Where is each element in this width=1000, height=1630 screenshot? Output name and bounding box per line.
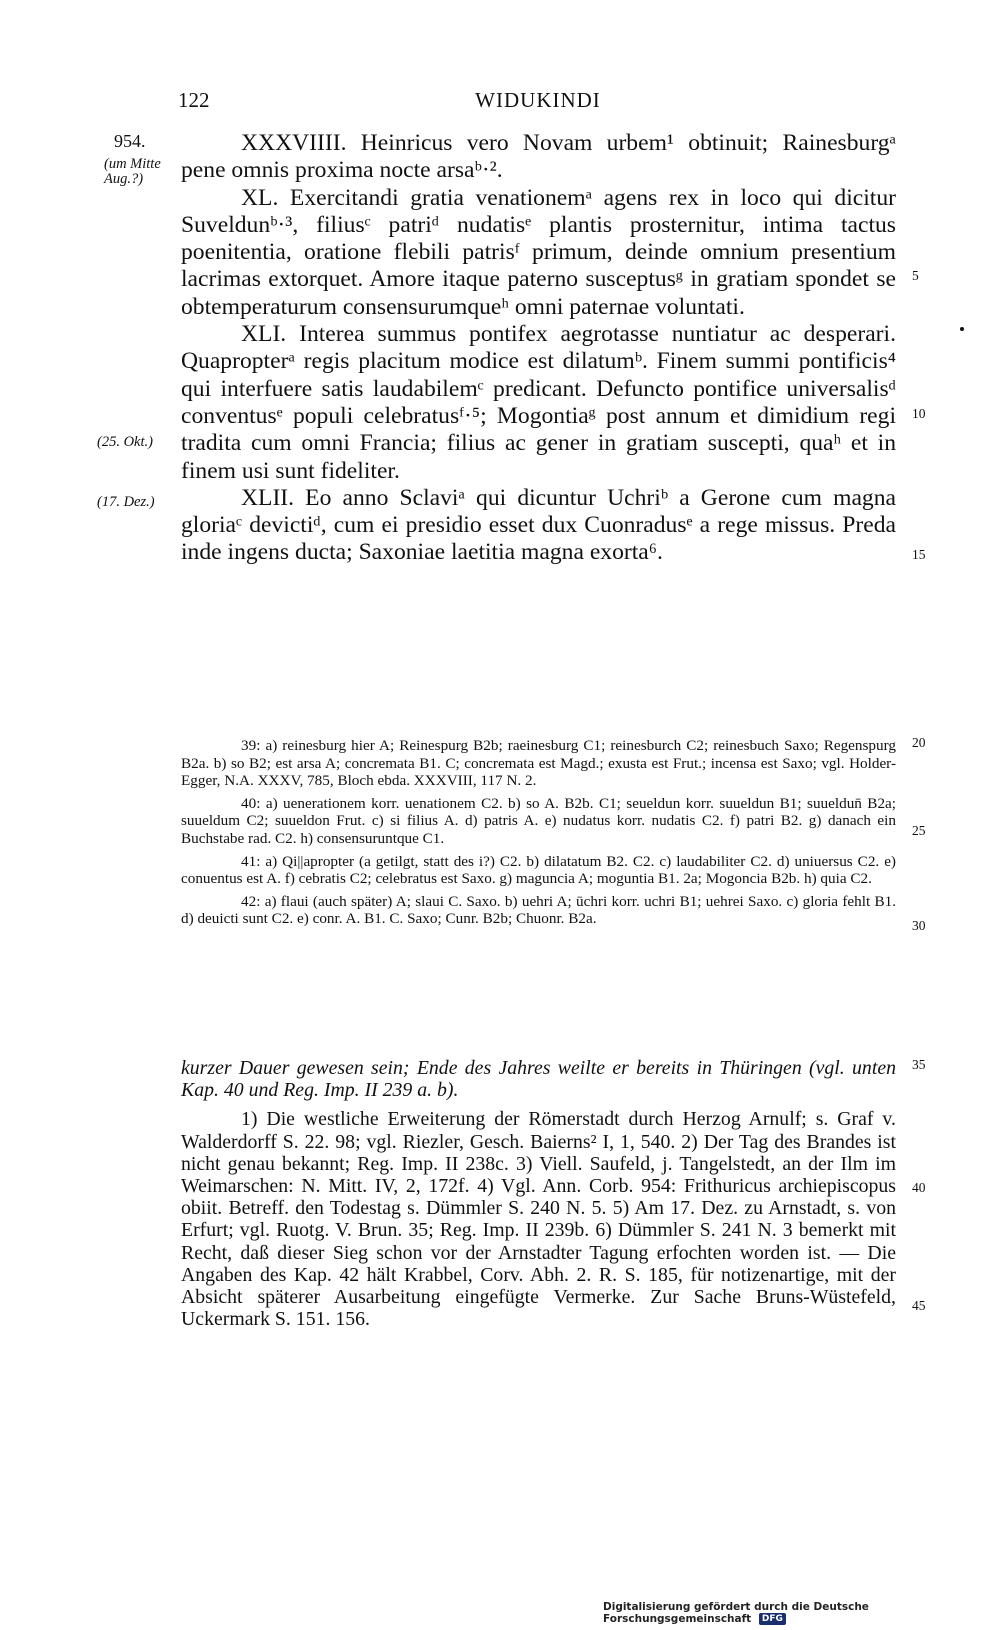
- note-body: 1) Die westliche Erweiterung der Römerstadt durch Herzog Arnulf; s. Graf v. Walderdorff S. 22. 98; vgl. Riezler, Gesch. Baierns² I, 1, 540. 2) Der Tag des Brandes ist nicht genau bekannt; Reg. Imp. II 238c. 3) Viell. Saufeld, j. Tangelstedt, an der Ilm im Weimarschen: N. Mitt. IV, 2, 172f. 4) Vgl. Ann. Corb. 954: Frithuricus archiepiscopus obiit. Betreff. den Todestag s. Dümmler S. 240 N. 5. 5) Am 17. Dez. zu Arnstadt, s. von Erfurt; vgl. Ruotg. V. Brun. 35; Reg. Imp. II 239b. 6) Dümmler S. 241 N. 3 bemerkt mit Recht, daß dieser Sieg schon vor der Arnstadter Tagung erfochten worden ist. — Die Angaben des Kap. 42 hält Krabbel, Corv. Abh. 2. R. S. 185, für notizenartige, mit der Absicht späterer Ausarbeitung eingefügte Vermerke. Zur Sache Bruns-Wüstefeld, Uckermark S. 151. 156.: [181, 1108, 896, 1331]
- dfg-logo: DFG: [759, 1613, 786, 1625]
- line-number: 20: [912, 735, 926, 750]
- historical-notes: [181, 1057, 896, 1337]
- margin-date: (25. Okt.): [97, 434, 153, 450]
- line-number: 30: [912, 918, 926, 933]
- margin-date: (17. Dez.): [97, 494, 155, 510]
- line-number: 35: [912, 1057, 926, 1072]
- page-number: 122: [178, 88, 210, 112]
- line-number: 40: [912, 1180, 926, 1195]
- margin-date: (um Mitte Aug.?): [104, 156, 161, 187]
- page-header: [178, 88, 898, 118]
- chapter-39: XXXVIIII. Heinricus vero Novam urbem¹ obtinuit; Rainesburgᵃ pene omnis proxima nocte arsaᵇ·².: [181, 130, 896, 184]
- margin-year: 954.: [114, 131, 146, 151]
- apparatus-40: 40: a) uenerationem korr. uenationem C2. b) so A. B2b. C1; seueldun korr. suueldun B1; suueldun̄ B2a; suueldum C2; suueldon Frut. c) si filius A. d) patris A. e) nudatus korr. nudatis C2. f) patri B2. g) danach ein Buchstabe rad. C2. h) consensuruntque C1.: [181, 794, 896, 847]
- line-number: 45: [912, 1298, 926, 1313]
- footer-text: Digitalisierung gefördert durch die Deutsche Forschungsgemeinschaft: [603, 1601, 869, 1625]
- line-number: 10: [912, 406, 926, 421]
- line-number: 15: [912, 547, 926, 562]
- apparatus-42: 42: a) flaui (auch später) A; slaui C. Saxo. b) uehri A; ūchri korr. uchri B1; uehrei Saxo. c) gloria fehlt B1. d) deuicti sunt C2. e) conr. A. B1. C. Saxo; Cunr. B2b; Chuonr. B2a.: [181, 892, 896, 928]
- critical-apparatus: [181, 737, 896, 933]
- main-text: [181, 130, 896, 567]
- footer: [603, 1601, 1000, 1625]
- chapter-41: XLI. Interea summus pontifex aegrotasse nuntiatur ac desperari. Quapropterᵃ regis placitum modice est dilatumᵇ. Finem summi pontificis⁴ qui interfuere satis laudabilemᶜ predicant. Defuncto pontifice universalisᵈ conventusᵉ populi celebratusᶠ·⁵; Mogontiaᵍ post annum et dimidium regi tradita cum omni Francia; filius ac gener in gratiam suscepti, quaʰ et in finem usi sunt fideliter.: [181, 321, 896, 484]
- ink-dot: [960, 327, 964, 331]
- apparatus-41: 41: a) Qi||apropter (a getilgt, statt des i?) C2. b) dilatatum B2. C2. c) laudabiliter C2. d) uniuersus C2. e) conuentus est A. f) cebratis C2; celebratus est Saxo. g) maguncia A; moguntia B1. 2a; Mogoncia B2b. h) quia C2.: [181, 852, 896, 888]
- line-number: 5: [912, 268, 919, 283]
- chapter-42: XLII. Eo anno Sclaviᵃ qui dicuntur Uchriᵇ a Gerone cum magna gloriaᶜ devictiᵈ, cum ei presidio esset dux Cuonradusᵉ a rege missus. Preda inde ingens ducta; Saxoniae laetitia magna exorta⁶.: [181, 484, 896, 566]
- running-title: WIDUKINDI: [475, 88, 601, 112]
- apparatus-39: 39: a) reinesburg hier A; Reinespurg B2b; raeinesburg C1; reinesburch C2; reinesbuch Saxo; Regenspurg B2a. b) so B2; est arsa A; concremata B1. C; concremata est Magd.; exusta est Frut.; incensa est Saxo; vgl. Holder-Egger, N.A. XXXV, 785, Bloch ebda. XXXVIII, 117 N. 2.: [181, 737, 896, 790]
- line-number: 25: [912, 823, 926, 838]
- note-continuation: kurzer Dauer gewesen sein; Ende des Jahres weilte er bereits in Thüringen (vgl. unten Kap. 40 und Reg. Imp. II 239 a. b).: [181, 1057, 896, 1102]
- chapter-40: XL. Exercitandi gratia venationemᵃ agens rex in loco qui dicitur Suveldunᵇ·³, filiusᶜ patriᵈ nudatisᵉ plantis prosternitur, intima tactus poenitentia, oratione flebili patrisᶠ primum, deinde omnium presentium lacrimas extorquet. Amore itaque paterno susceptusᵍ in gratiam spondet se obtemperaturum consensurumqueʰ omni paternae voluntati.: [181, 184, 896, 320]
